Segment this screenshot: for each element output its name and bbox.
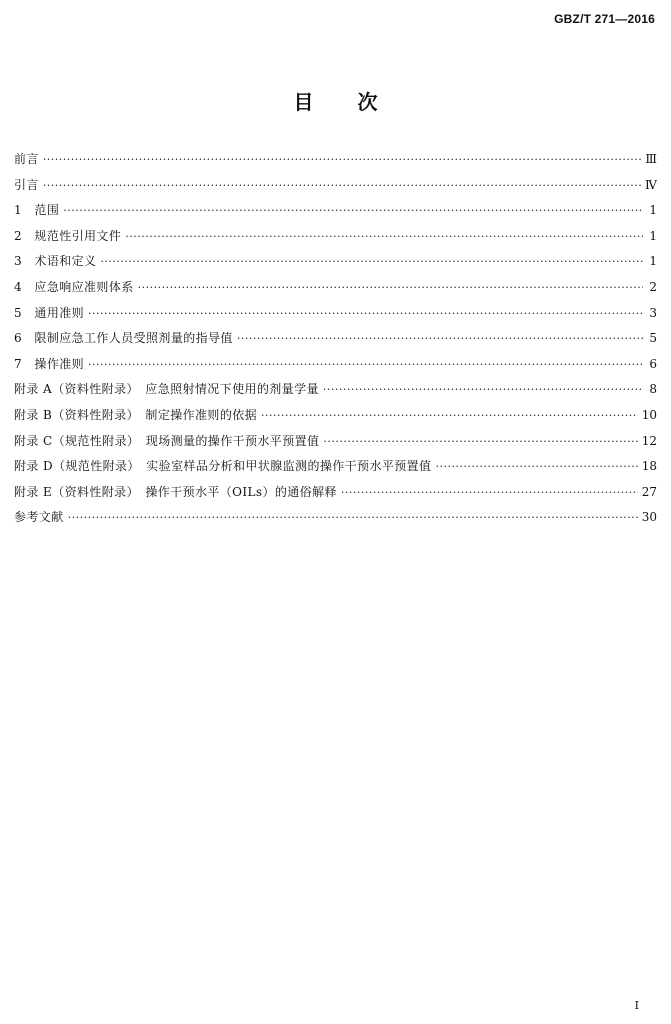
toc-entry-label: 5 通用准则 — [14, 305, 85, 320]
toc-entry-label: 2 规范性引用文件 — [14, 228, 122, 243]
toc-entry-criteria-system[interactable] — [14, 278, 657, 304]
toc-entry-label: 参考文献 — [14, 510, 64, 525]
toc-entry-label: 附录 E（资料性附录） 操作干预水平（OILs）的通俗解释 — [14, 484, 337, 499]
toc-entry-dose-guidance[interactable] — [14, 329, 657, 355]
dot-leader — [323, 383, 643, 396]
toc-entry-label: 附录 C（规范性附录） 现场测量的操作干预水平预置值 — [14, 433, 320, 448]
dot-leader — [43, 153, 642, 166]
toc-entry-appendix-a[interactable] — [14, 380, 657, 406]
toc-entry-terms-definitions[interactable] — [14, 252, 657, 278]
toc-entry-scope[interactable] — [14, 201, 657, 227]
dot-leader — [125, 230, 643, 243]
toc-entry-label: 附录 A（资料性附录） 应急照射情况下使用的剂量学量 — [14, 382, 319, 397]
page-number: I — [634, 999, 639, 1012]
toc-entry-page: 3 — [649, 305, 657, 320]
toc-entry-appendix-d[interactable] — [14, 457, 657, 483]
dot-leader — [341, 486, 638, 499]
toc-entry-introduction[interactable] — [14, 176, 657, 202]
toc-entry-appendix-e[interactable] — [14, 483, 657, 509]
toc-entry-page: Ⅲ — [645, 152, 657, 166]
toc-entry-page: 1 — [649, 203, 657, 218]
toc-entry-normative-references[interactable] — [14, 227, 657, 253]
dot-leader — [63, 204, 643, 217]
dot-leader — [88, 358, 643, 371]
toc-entry-page: 18 — [641, 459, 657, 474]
dot-leader — [261, 409, 638, 422]
dot-leader — [88, 307, 643, 320]
dot-leader — [68, 511, 638, 524]
toc-entry-generic-criteria[interactable] — [14, 304, 657, 330]
toc-entry-label: 7 操作准则 — [14, 356, 85, 371]
table-of-contents — [14, 150, 657, 534]
toc-entry-page: 10 — [641, 407, 657, 422]
toc-entry-label: 4 应急响应准则体系 — [14, 279, 134, 294]
toc-entry-label: 3 术语和定义 — [14, 254, 97, 269]
title-char-2: 次 — [357, 90, 378, 114]
toc-entry-label: 附录 D（规范性附录） 实验室样品分析和甲状腺监测的操作干预水平预置值 — [14, 459, 432, 474]
toc-entry-page: 8 — [649, 382, 657, 397]
dot-leader — [435, 460, 637, 473]
toc-entry-appendix-c[interactable] — [14, 432, 657, 458]
standard-code: GBZ/T 271—2016 — [554, 12, 655, 26]
toc-entry-page: 6 — [649, 356, 657, 371]
dot-leader — [323, 435, 637, 448]
toc-entry-page: 2 — [649, 279, 657, 294]
toc-entry-foreword[interactable] — [14, 150, 657, 176]
toc-entry-label: 前言 — [14, 152, 39, 166]
page-title — [0, 86, 671, 115]
toc-entry-page: 5 — [649, 331, 657, 346]
toc-entry-label: 6 限制应急工作人员受照剂量的指导值 — [14, 331, 233, 346]
dot-leader — [43, 179, 641, 192]
toc-entry-label: 1 范围 — [14, 203, 60, 218]
toc-entry-page: 27 — [641, 484, 657, 499]
toc-entry-appendix-b[interactable] — [14, 406, 657, 432]
toc-entry-label: 引言 — [14, 177, 39, 192]
toc-entry-page: 30 — [641, 510, 657, 525]
toc-entry-page: 1 — [649, 228, 657, 243]
toc-entry-operational-criteria[interactable] — [14, 355, 657, 381]
toc-entry-page: Ⅳ — [645, 177, 657, 192]
toc-entry-label: 附录 B（资料性附录） 制定操作准则的依据 — [14, 407, 258, 422]
dot-leader — [138, 281, 643, 294]
dot-leader — [100, 255, 643, 268]
title-char-1: 目 — [293, 90, 314, 114]
dot-leader — [237, 332, 643, 345]
toc-entry-page: 12 — [641, 433, 657, 448]
toc-entry-page: 1 — [649, 254, 657, 269]
toc-entry-bibliography[interactable] — [14, 508, 657, 534]
